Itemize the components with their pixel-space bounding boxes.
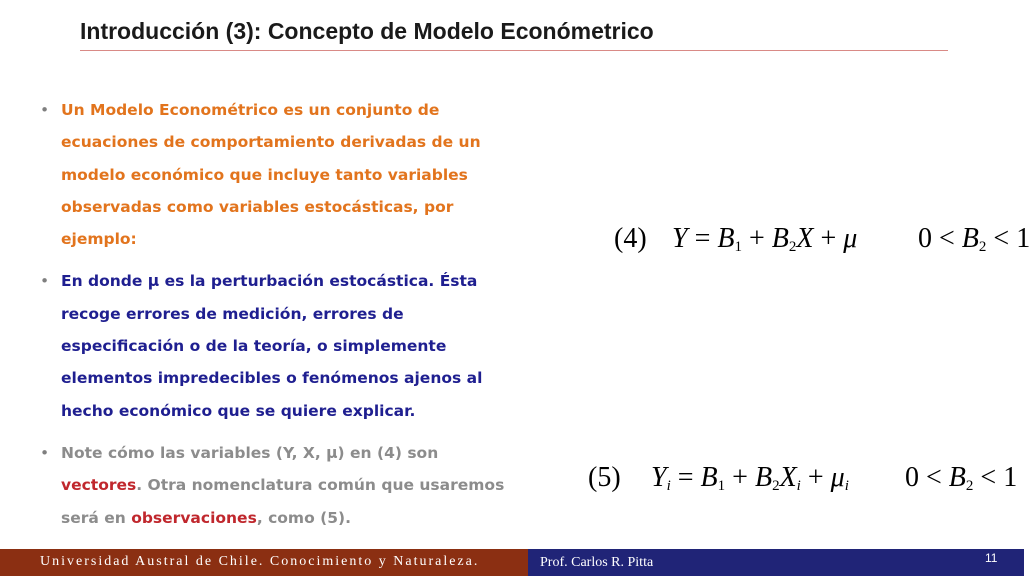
bullet-list (40, 94, 520, 534)
footer-author-text: Prof. Carlos R. Pitta (540, 555, 654, 570)
bullet-dot-icon: • (40, 272, 50, 291)
bullet-text-middle: . Otra nomenclatura común que usaremos será en (61, 476, 505, 527)
bullet-text-after: , como (5). (256, 508, 351, 527)
equation-5-formula: $Y_i = B_1 + B_2X_i + \mu_i$ (651, 462, 849, 494)
bullet-dot-icon: • (40, 443, 50, 462)
footer-bar (0, 549, 1024, 576)
equation-4-condition: $0 < B_2 < 1$ (918, 223, 1030, 255)
slide-title: Introducción (3): Concepto de Modelo Económetrico (80, 18, 654, 44)
bullet-item-perturbation (40, 265, 520, 426)
highlight-observaciones: observaciones (131, 508, 257, 527)
equation-5-condition: $0 < B_2 < 1$ (905, 462, 1018, 494)
footer-university-band (0, 549, 528, 576)
bullet-item-note (40, 437, 520, 534)
page-number: 11 (985, 551, 998, 565)
bullet-text-before: Note cómo las variables (Y, X, μ) en (4) son (61, 443, 439, 462)
equation-4-formula: $Y = B_1 + B_2X + \mu$ (672, 223, 858, 255)
footer-author-band (528, 549, 1024, 576)
equation-4-label: (4) (614, 223, 647, 254)
bullet-text: En donde μ es la perturbación estocástica. Ésta recoge errores de medición, errores de especificación o de la teoría, o simplemente elementos impredecibles o fenómenos ajenos al hecho económico que se quiere explicar. (61, 272, 483, 420)
bullet-item-definition (40, 94, 520, 255)
equation-5-label: (5) (588, 462, 621, 493)
title-divider (80, 50, 948, 51)
footer-university-text: Universidad Austral de Chile. Conocimiento y Naturaleza. (40, 554, 480, 569)
bullet-dot-icon: • (40, 101, 50, 119)
bullet-text: Un Modelo Econométrico es un conjunto de ecuaciones de comportamiento derivadas de un modelo económico que incluye tanto variables observadas como variables estocásticas, por ejemplo: (61, 101, 481, 249)
highlight-vectores: vectores (61, 476, 137, 495)
